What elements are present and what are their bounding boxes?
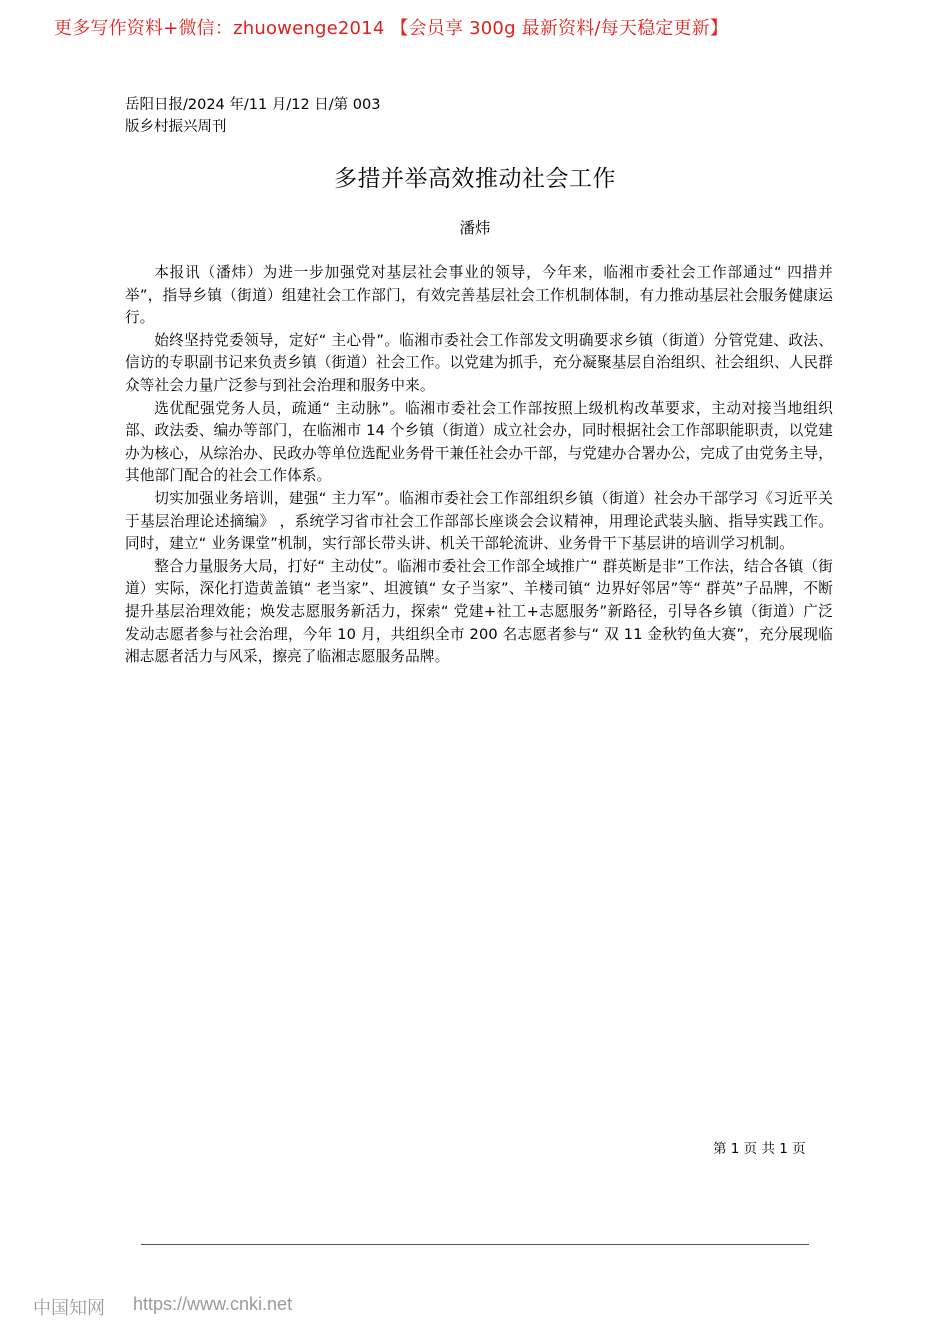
promo-banner: 更多写作资料+微信：zhuowenge2014 【会员享 300g 最新资料/每天稳定更新】 [54,18,729,39]
footer-url: https://www.cnki.net [133,1294,293,1314]
paragraph-intro: 本报讯（潘炜）为进一步加强党对基层社会事业的领导，今年来，临湘市委社会工作部通过“ 四措并举”，指导乡镇（街道）组建社会工作部门，有效完善基层社会工作机制体制，有力推动基层社会服务健康运行。 [125,264,833,327]
footer-divider [141,1244,809,1245]
paragraph-training: 切实加强业务培训，建强“ 主力军”。临湘市委社会工作部组织乡镇（街道）社会办干部学习《习近平关于基层治理论述摘编》 ，系统学习省市社会工作部部长座谈会会议精神，用理论武装头脑、指导实践工作。同时，建立“ 业务课堂”机制，实行部长带头讲、机关干部轮流讲、业务骨干下基层讲的培训学习机制。 [125,489,833,553]
article-body [125,262,833,669]
paragraph-service: 整合力量服务大局，打好“ 主动仗”。临湘市委社会工作部全域推广“ 群英断是非”工作法，结合各镇（街道）实际，深化打造黄盖镇“ 老当家”、坦渡镇“ 女子当家”、羊楼司镇“ 边界好邻居”等“ 群英”子品牌，不断提升基层治理效能；焕发志愿服务新活力，探索“ 党建+社工+志愿服务”新路径，引导各乡镇（街道）广泛发动志愿者参与社会治理，今年 10 月，共组织全市 200 名志愿者参与“ 双 11 金秋钓鱼大赛”，充分展现临湘志愿者活力与风采，擦亮了临湘志愿服务品牌。 [125,557,833,666]
paragraph-party-leadership: 始终坚持党委领导，定好“ 主心骨”。临湘市委社会工作部发文明确要求乡镇（街道）分管党建、政法、信访的专职副书记来负责乡镇（街道）社会工作。以党建为抓手，充分凝聚基层自治组织、社会组织、人民群众等社会力量广泛参与到社会治理和服务中来。 [125,331,833,394]
source-line-2: 版乡村振兴周刊 [125,119,227,135]
article-author: 潘炜 [459,219,491,237]
paragraph-staffing: 选优配强党务人员，疏通“ 主动脉”。临湘市委社会工作部按照上级机构改革要求，主动对接当地组织部、政法委、编办等部门，在临湘市 14 个乡镇（街道）成立社会办，同时根据社会工作部职能职责，以党建办为核心，从综治办、民政办等单位选配业务骨干兼任社会办干部，与党建办合署办公，完成了由党务主导，其他部门配合的社会工作体系。 [125,399,833,485]
source-line-1: 岳阳日报/2024 年/11 月/12 日/第 003 [125,97,381,113]
page-number: 第 1 页 共 1 页 [713,1141,806,1157]
article-title: 多措并举高效推动社会工作 [334,166,616,192]
cnki-logo-text: 中国知网 [33,1298,105,1319]
